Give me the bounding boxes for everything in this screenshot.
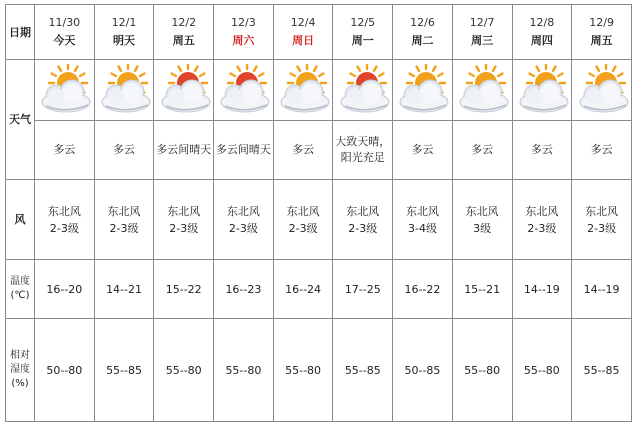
humidity-row-label: 相对湿度(%)	[6, 319, 35, 422]
date-text: 12/7	[469, 16, 495, 29]
wind-cell	[35, 180, 95, 260]
wind-level: 2-3级	[587, 221, 617, 235]
wind-row-label: 风	[6, 180, 35, 260]
sun-cloud-icon	[154, 64, 213, 116]
wind-direction: 东北风	[47, 204, 81, 218]
date-text: 12/6	[410, 16, 435, 29]
condition-cell: 多云间晴天	[154, 121, 214, 180]
sun-cloud-icon	[333, 64, 392, 116]
partly-cloudy-icon	[35, 64, 94, 116]
date-text: 12/1	[111, 16, 137, 29]
wind-level: 2-3级	[527, 221, 557, 235]
wind-cell	[214, 180, 274, 260]
partly-cloudy-icon	[274, 64, 333, 116]
day-name: 周日	[292, 34, 315, 47]
wind-level: 3-4级	[407, 221, 437, 235]
temperature-cell: 17--25	[333, 260, 393, 319]
wind-row	[6, 180, 632, 260]
day-header	[512, 5, 572, 60]
weather-icon-cell	[393, 60, 453, 121]
temperature-cell: 15--21	[452, 260, 512, 319]
partly-cloudy-icon	[393, 64, 452, 116]
day-name: 周三	[471, 34, 494, 47]
partly-cloudy-icon	[453, 64, 512, 116]
temperature-cell: 16--24	[273, 260, 333, 319]
weather-icon-cell	[333, 60, 393, 121]
day-name: 周六	[232, 34, 255, 47]
temperature-row	[6, 260, 632, 319]
day-name: 今天	[53, 34, 76, 47]
day-header	[333, 5, 393, 60]
day-name: 周五	[590, 34, 613, 47]
condition-cell: 多云	[572, 121, 632, 180]
condition-cell: 多云	[273, 121, 333, 180]
temperature-cell: 16--23	[214, 260, 274, 319]
temperature-cell: 16--22	[393, 260, 453, 319]
date-text: 12/9	[589, 16, 614, 29]
wind-direction: 东北风	[346, 204, 380, 218]
wind-direction: 东北风	[405, 204, 439, 218]
weather-icon-cell	[512, 60, 572, 121]
wind-level: 2-3级	[49, 221, 79, 235]
sun-cloud-icon	[214, 64, 273, 116]
wind-cell	[572, 180, 632, 260]
wind-direction: 东北风	[585, 204, 619, 218]
wind-direction: 东北风	[286, 204, 320, 218]
weather-icon-cell	[35, 60, 95, 121]
temperature-cell: 14--21	[94, 260, 154, 319]
temperature-cell: 15--22	[154, 260, 214, 319]
wind-level: 3级	[473, 221, 492, 235]
condition-cell: 多云	[512, 121, 572, 180]
wind-direction: 东北风	[107, 204, 141, 218]
weather-icon-cell	[572, 60, 632, 121]
day-name: 周五	[172, 34, 195, 47]
weather-icon-cell	[452, 60, 512, 121]
wind-level: 2-3级	[228, 221, 258, 235]
day-header	[94, 5, 154, 60]
humidity-cell: 55--80	[273, 319, 333, 422]
wind-direction: 东北风	[525, 204, 559, 218]
wind-cell	[94, 180, 154, 260]
wind-cell	[154, 180, 214, 260]
weather-row-label: 天气	[6, 60, 35, 180]
condition-cell: 多云间晴天	[214, 121, 274, 180]
temperature-cell: 16--20	[35, 260, 95, 319]
humidity-cell: 50--85	[393, 319, 453, 422]
day-name: 明天	[113, 34, 136, 47]
condition-cell: 多云	[393, 121, 453, 180]
condition-cell: 多云	[35, 121, 95, 180]
forecast-table	[5, 4, 632, 422]
partly-cloudy-icon	[513, 64, 572, 116]
day-header	[35, 5, 95, 60]
day-name: 周一	[351, 34, 374, 47]
day-header	[452, 5, 512, 60]
weather-icon-cell	[154, 60, 214, 121]
day-header	[273, 5, 333, 60]
temperature-cell: 14--19	[572, 260, 632, 319]
temperature-row-label: 温度(℃)	[6, 260, 35, 319]
date-text: 12/2	[171, 16, 197, 29]
weather-icon-cell	[94, 60, 154, 121]
wind-direction: 东北风	[167, 204, 201, 218]
wind-direction: 东北风	[465, 204, 499, 218]
humidity-cell: 50--80	[35, 319, 95, 422]
humidity-cell: 55--85	[572, 319, 632, 422]
wind-cell	[273, 180, 333, 260]
wind-cell	[452, 180, 512, 260]
humidity-cell: 55--80	[452, 319, 512, 422]
humidity-cell: 55--85	[333, 319, 393, 422]
date-text: 12/8	[529, 16, 555, 29]
day-header	[393, 5, 453, 60]
wind-level: 2-3级	[109, 221, 139, 235]
humidity-cell: 55--80	[154, 319, 214, 422]
wind-level: 2-3级	[348, 221, 378, 235]
day-header	[214, 5, 274, 60]
condition-cell: 多云	[94, 121, 154, 180]
date-text: 12/4	[290, 16, 316, 29]
humidity-cell: 55--80	[214, 319, 274, 422]
date-text: 12/3	[231, 16, 256, 29]
wind-cell	[393, 180, 453, 260]
day-name: 周二	[411, 34, 434, 47]
wind-cell	[512, 180, 572, 260]
date-text: 12/5	[350, 16, 376, 29]
weather-icon-cell	[273, 60, 333, 121]
humidity-cell: 55--80	[512, 319, 572, 422]
condition-cell: 多云	[452, 121, 512, 180]
humidity-row	[6, 319, 632, 422]
condition-cell: 大致天晴，阳光充足	[333, 121, 393, 180]
date-row-label: 日期	[6, 5, 35, 60]
wind-cell	[333, 180, 393, 260]
weather-icon-row	[6, 60, 632, 121]
day-header	[572, 5, 632, 60]
day-name: 周四	[530, 34, 553, 47]
temperature-cell: 14--19	[512, 260, 572, 319]
wind-direction: 东北风	[226, 204, 260, 218]
partly-cloudy-icon	[95, 64, 154, 116]
date-text: 11/30	[48, 16, 81, 29]
wind-level: 2-3级	[169, 221, 199, 235]
wind-level: 2-3级	[288, 221, 318, 235]
condition-row	[6, 121, 632, 180]
day-header	[154, 5, 214, 60]
partly-cloudy-icon	[572, 64, 631, 116]
date-row	[6, 5, 632, 60]
humidity-cell: 55--85	[94, 319, 154, 422]
weather-icon-cell	[214, 60, 274, 121]
